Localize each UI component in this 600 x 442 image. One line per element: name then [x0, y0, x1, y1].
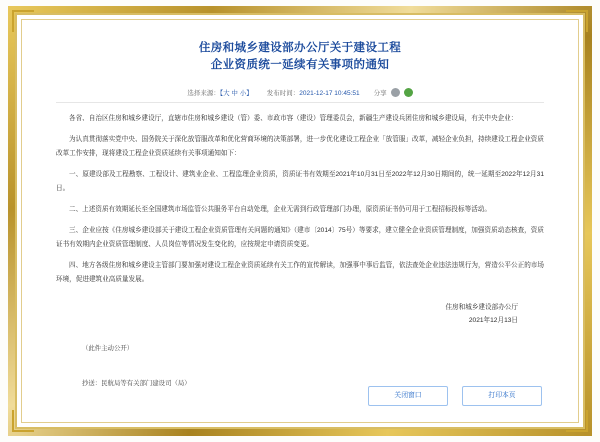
publish-date [267, 88, 360, 97]
font-size-selector[interactable] [187, 88, 252, 97]
page-title-line-1: 住房和城乡建设部办公厅关于建设工程 [198, 42, 402, 54]
paragraph-item-2: 二、上述资质有效期延长至全国建筑市场监管公共服务平台自动处理，企业无需到行政管理部门办理，原资质证书仍可用于工程招标投标等活动。 [69, 206, 491, 213]
paragraph-item-1: 一、原建设部及工程勘察、工程设计、建筑业企业、工程监理企业资质，资质证书有效期至2021年10月31日至2022年12月30日期间的，统一延期至2022年12月31日。 [56, 171, 544, 192]
publish-date-value: 2021-12-17 10:45:51 [299, 90, 360, 97]
signer-organization: 住房和城乡建设部办公厅 [445, 304, 518, 311]
publish-date-label: 发布时间： [266, 90, 300, 97]
paragraph-preamble: 为认真贯彻落实党中央、国务院关于深化放管服改革和优化营商环境的决策部署，进一步优化建设工程企业「放管服」改革，减轻企业负担，持续建设工程企业资质改革工作安排，现将建设工程企业资质延续有关事项通知如下： [56, 136, 544, 157]
public-release-note: （此件主动公开） [82, 345, 134, 352]
paragraph-item-3: 三、企业应按《住房城乡建设部关于建设工程企业资质管理有关问题的通知》（建市〔2014〕75号）等要求，建立健全企业资质管理制度，加强资质动态核查，资质证书有效期内企业资质管理制度、人员岗位等情况发生变化的，应按规定申请资质变更。 [56, 227, 544, 248]
share-group[interactable] [374, 88, 413, 97]
document-meta-bar [56, 88, 544, 103]
page-title-line-2: 企业资质统一延续有关事项的通知 [210, 59, 390, 71]
cc-note: 抄送：民航局等有关部门建设司（局） [82, 380, 191, 387]
document-content [56, 112, 544, 287]
print-page-button[interactable]: 打印本页 [462, 386, 542, 406]
signer-date: 2021年12月13日 [468, 317, 518, 324]
paragraph-item-4: 四、地方各级住房和城乡建设主管部门要加强对建设工程企业资质延续有关工作的宣传解读，加强事中事后监管，依法查处企业违法违规行为，营造公平公正的市场环境，促进建筑业高质量发展。 [56, 262, 544, 283]
share-label: 分享 [373, 90, 387, 97]
page-title [56, 34, 544, 74]
document-frame-inner [21, 19, 579, 423]
font-size-value: 【大 中 小】 [219, 90, 253, 97]
close-window-button[interactable]: 关闭窗口 [368, 386, 448, 406]
signature-block [56, 301, 544, 327]
wechat-green-icon[interactable] [404, 88, 413, 97]
document-body [22, 20, 578, 422]
share-gray-icon[interactable] [391, 88, 400, 97]
paragraph-salutation: 各省、自治区住房和城乡建设厅，直辖市住房和城乡建设（管）委、市政市容（建设）管理委员会，新疆生产建设兵团住房和城乡建设局，有关中央企业： [69, 115, 518, 122]
font-size-label: 选择来源： [187, 90, 220, 97]
action-buttons [368, 386, 542, 406]
